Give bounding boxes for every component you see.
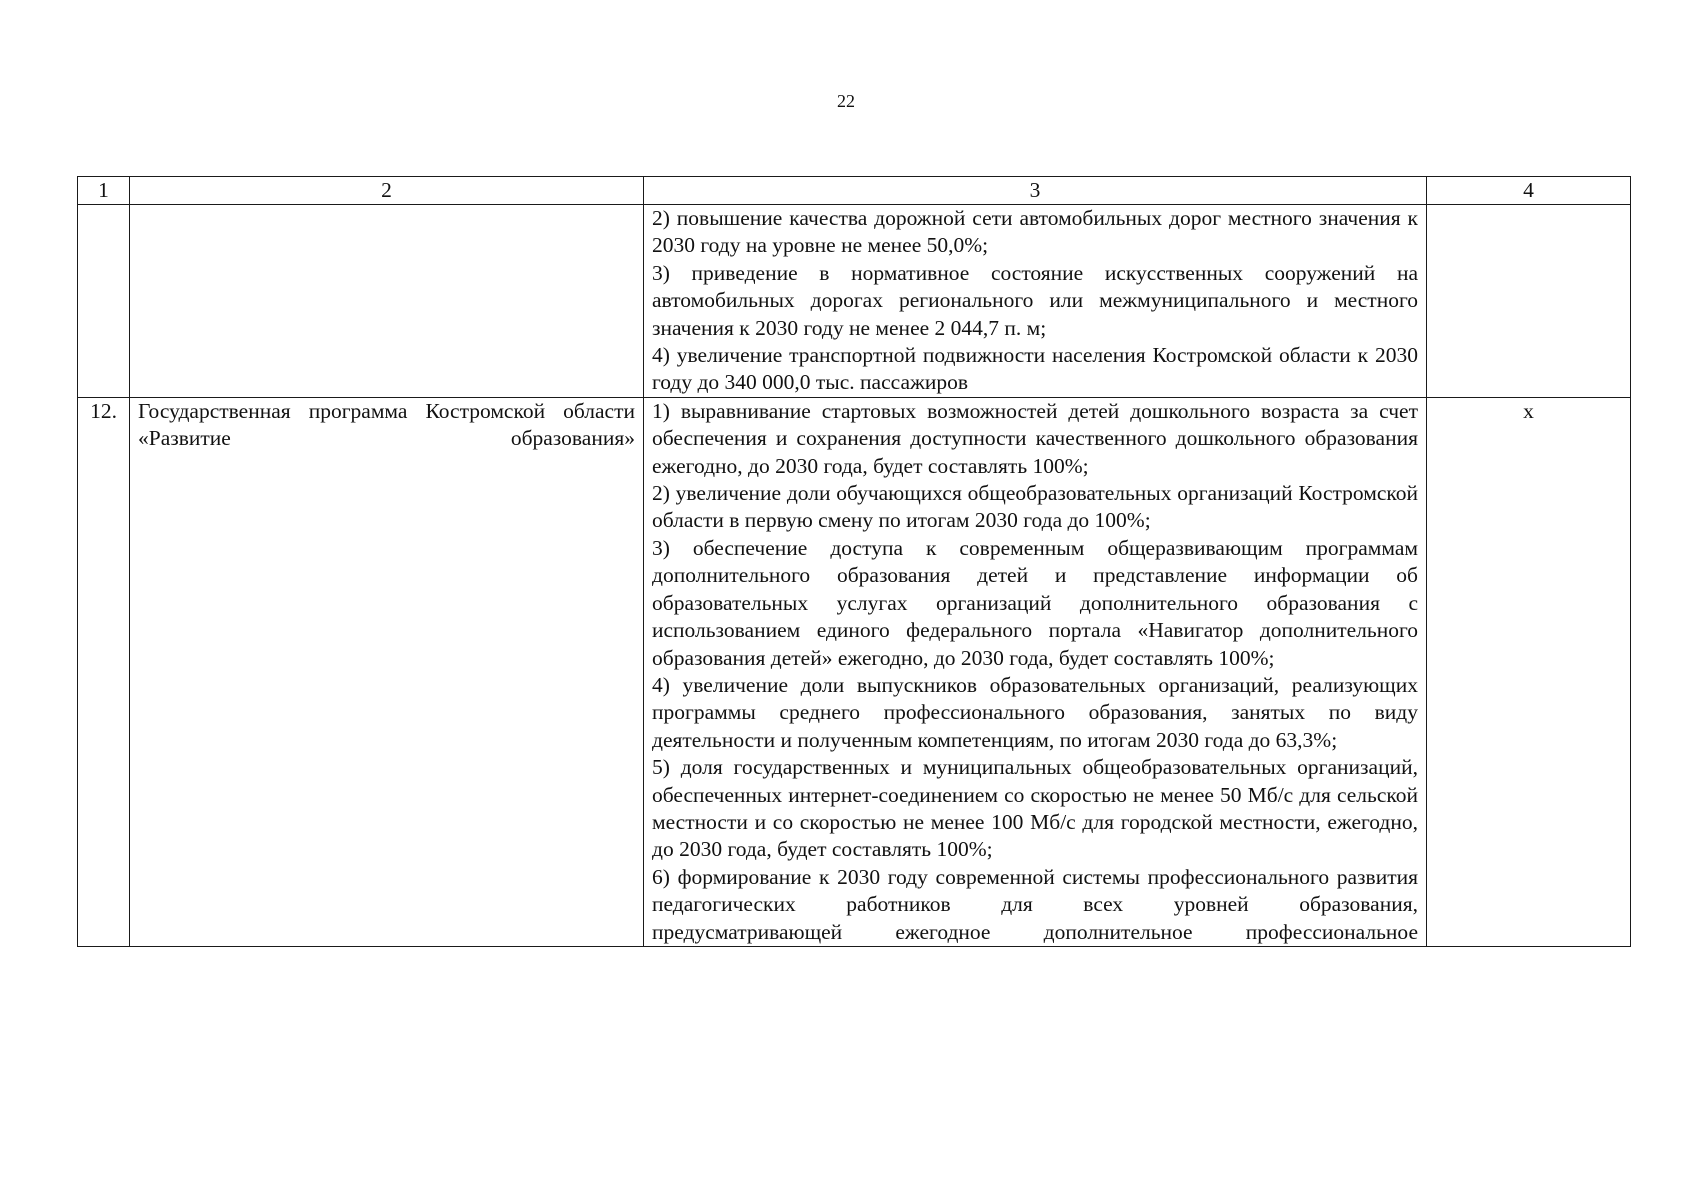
program-name: Государственная программа Костромской области «Развитие образования» <box>138 398 635 451</box>
header-cell-2: 2 <box>130 177 644 205</box>
indicator-item: 2) увеличение доли обучающихся общеобразовательных организаций Костромской области в первую смену по итогам 2030 года до 100%; <box>652 481 1418 533</box>
indicator-item: 5) доля государственных и муниципальных общеобразовательных организаций, обеспеченных интернет-соединением со скоростью не менее 50 Мб/с для сельской местности и со скоростью не менее 100 Мб/с для городской местности, ежегодно, до 2030 года, будет составлять 100%; <box>652 755 1418 862</box>
indicators-cell <box>644 397 1427 946</box>
indicator-item-continuation: предусматривающей ежегодное дополнительное профессиональное <box>652 919 1418 944</box>
indicator-item: 6) формирование к 2030 году современной системы профессионального развития педагогических работников для всех уровней образования, <box>652 864 1418 917</box>
indicator-item: 4) увеличение транспортной подвижности населения Костромской области к 2030 году до 340 000,0 тыс. пассажиров <box>652 343 1418 395</box>
indicator-item: 4) увеличение доли выпускников образовательных организаций, реализующих программы среднего профессионального образования, занятых по виду деятельности и полученным компетенциям, по итогам 2030 года до 63,3%; <box>652 672 1418 752</box>
header-cell-1: 1 <box>78 177 130 205</box>
program-table <box>77 176 1631 947</box>
page-number: 22 <box>837 91 855 111</box>
indicator-item: 2) повышение качества дорожной сети автомобильных дорог местного значения к 2030 году на уровне не менее 50,0%; <box>652 206 1418 258</box>
program-name-cell <box>130 205 644 398</box>
table-row <box>78 205 1631 398</box>
table-row <box>78 397 1631 946</box>
program-name-cell <box>130 397 644 946</box>
indicator-item: 3) приведение в нормативное состояние искусственных сооружений на автомобильных дорогах регионального или межмуниципального и местного значения к 2030 году не менее 2 044,7 п. м; <box>652 260 1418 340</box>
table-header-row <box>78 177 1631 205</box>
row-number-cell <box>78 205 130 398</box>
value-cell <box>1427 205 1631 398</box>
row-number-cell: 12. <box>78 397 130 946</box>
value-cell: x <box>1427 397 1631 946</box>
indicator-item: 3) обеспечение доступа к современным общеразвивающим программам дополнительного образования детей и представление информации об образовательных услугах организаций дополнительного образования с использованием единого федерального портала «Навигатор дополнительного образования детей» ежегодно, до 2030 года, будет составлять 100%; <box>652 535 1418 670</box>
header-cell-3: 3 <box>644 177 1427 205</box>
header-cell-4: 4 <box>1427 177 1631 205</box>
indicators-cell <box>644 205 1427 398</box>
indicator-item: 1) выравнивание стартовых возможностей детей дошкольного возраста за счет обеспечения и сохранения доступности качественного дошкольного образования ежегодно, до 2030 года, будет составлять 100%; <box>652 398 1418 478</box>
